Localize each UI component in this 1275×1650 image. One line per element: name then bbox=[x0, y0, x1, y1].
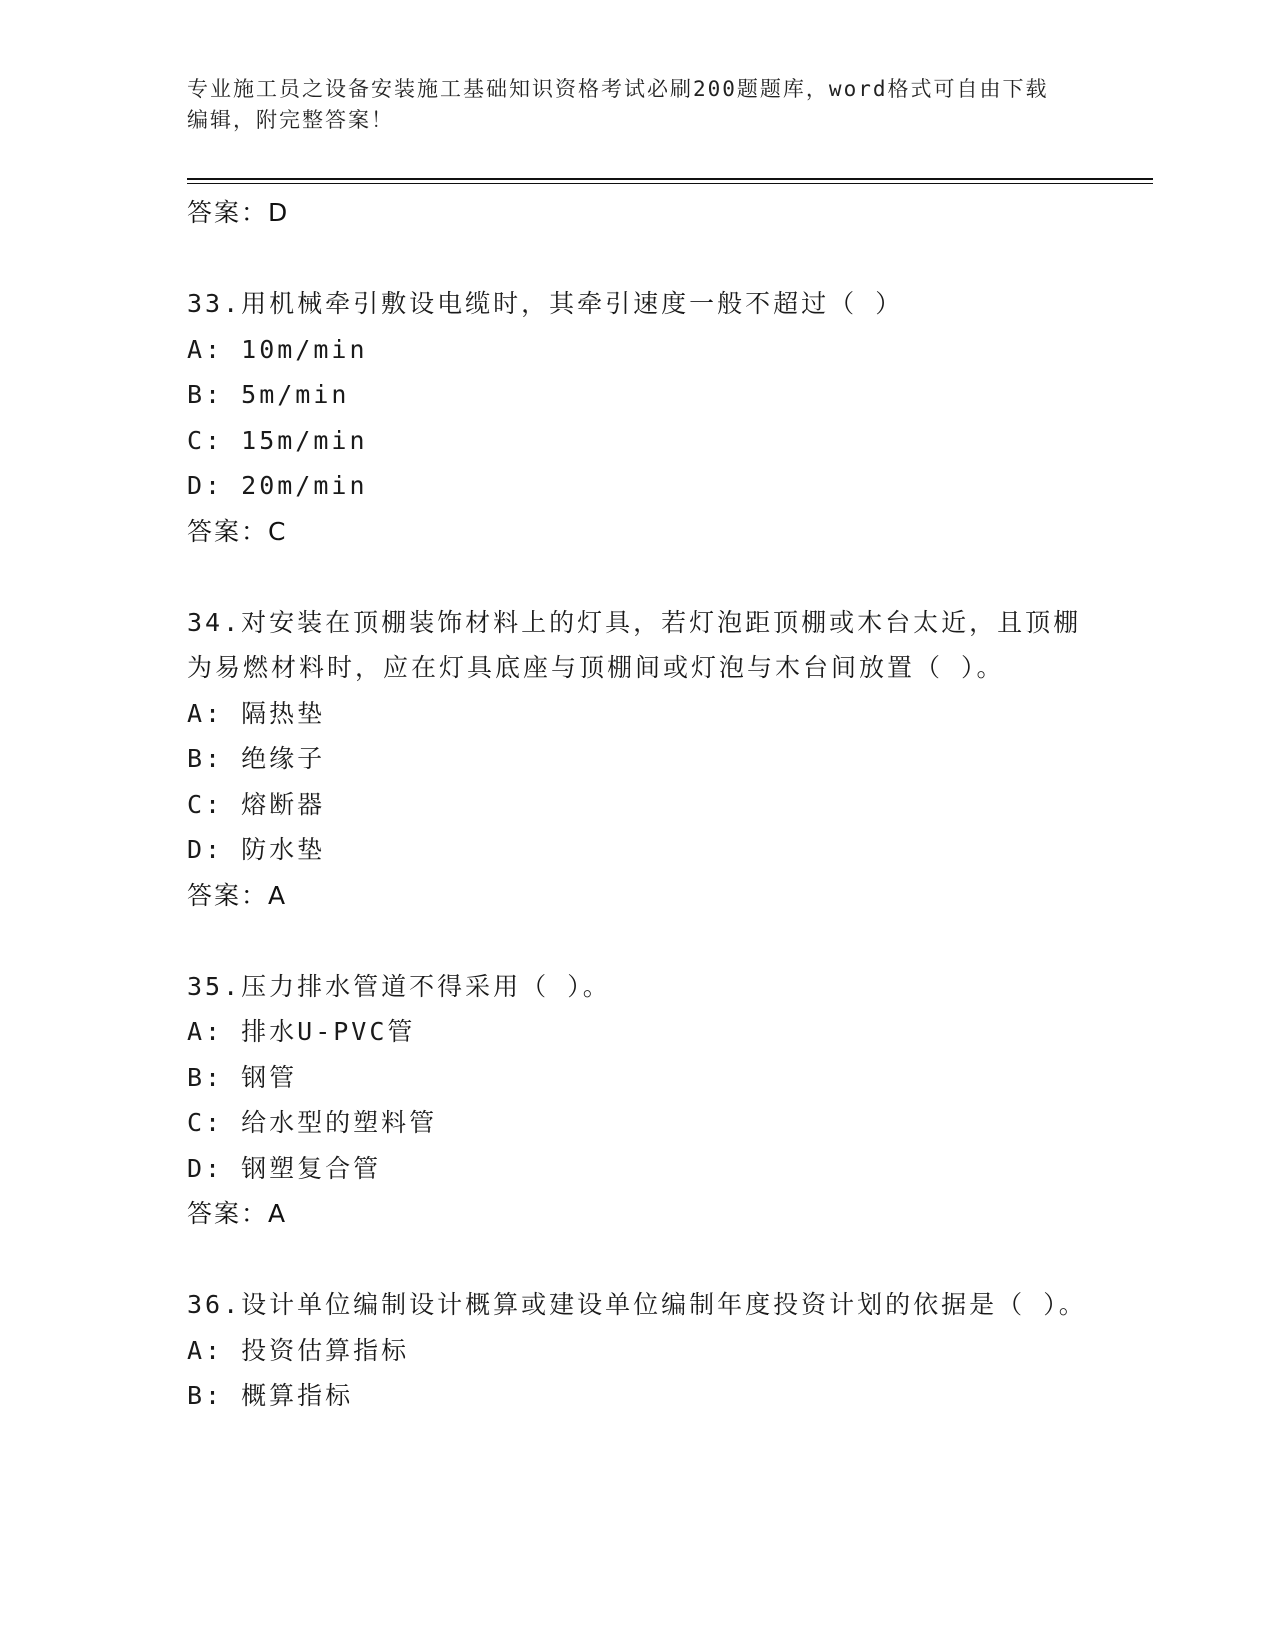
option-c: C: 给水型的塑料管 bbox=[187, 1108, 438, 1137]
option-c: C: 15m/min bbox=[187, 425, 368, 455]
option-c: C: 熔断器 bbox=[187, 789, 326, 819]
option-b: B: 钢管 bbox=[187, 1062, 298, 1092]
document-header: 专业施工员之设备安装施工基础知识资格考试必刷200题题库，word格式可自由下载编辑，附完整答案！ bbox=[187, 77, 1049, 132]
option-b: B: 绝缘子 bbox=[187, 744, 326, 773]
header-divider-thick bbox=[187, 178, 1153, 180]
option-d: D: 防水垫 bbox=[187, 835, 326, 864]
option-a: A: 投资估算指标 bbox=[187, 1335, 410, 1365]
question-36 bbox=[187, 1282, 1087, 1419]
option-b: B: 5m/min bbox=[187, 380, 350, 409]
question-stem: 33.用机械牵引敷设电缆时，其牵引速度一般不超过（ ） bbox=[187, 289, 904, 318]
question-list bbox=[187, 190, 1087, 1419]
question-stem: 34.对安装在顶棚装饰材料上的灯具，若灯泡距顶棚或木台太近，且顶棚为易燃材料时，应在灯具底座与顶棚间或灯泡与木台间放置（ ）。 bbox=[187, 607, 1082, 682]
option-a: A: 10m/min bbox=[187, 334, 368, 364]
previous-answer: 答案：D bbox=[187, 198, 290, 227]
question-stem: 36.设计单位编制设计概算或建设单位编制年度投资计划的依据是（ ）。 bbox=[187, 1290, 1087, 1319]
header-divider-thin bbox=[187, 183, 1153, 184]
option-d: D: 20m/min bbox=[187, 471, 368, 500]
option-a: A: 排水U-PVC管 bbox=[187, 1017, 416, 1046]
question-34 bbox=[187, 600, 1087, 919]
question-stem: 35.压力排水管道不得采用（ ）。 bbox=[187, 971, 611, 1001]
answer-line: 答案：A bbox=[187, 880, 288, 910]
answer-line: 答案：A bbox=[187, 1199, 288, 1228]
option-d: D: 钢塑复合管 bbox=[187, 1153, 382, 1183]
option-a: A: 隔热垫 bbox=[187, 698, 326, 728]
question-33 bbox=[187, 281, 1087, 554]
answer-line: 答案：C bbox=[187, 516, 288, 546]
question-35 bbox=[187, 964, 1087, 1237]
option-b: B: 概算指标 bbox=[187, 1381, 354, 1410]
